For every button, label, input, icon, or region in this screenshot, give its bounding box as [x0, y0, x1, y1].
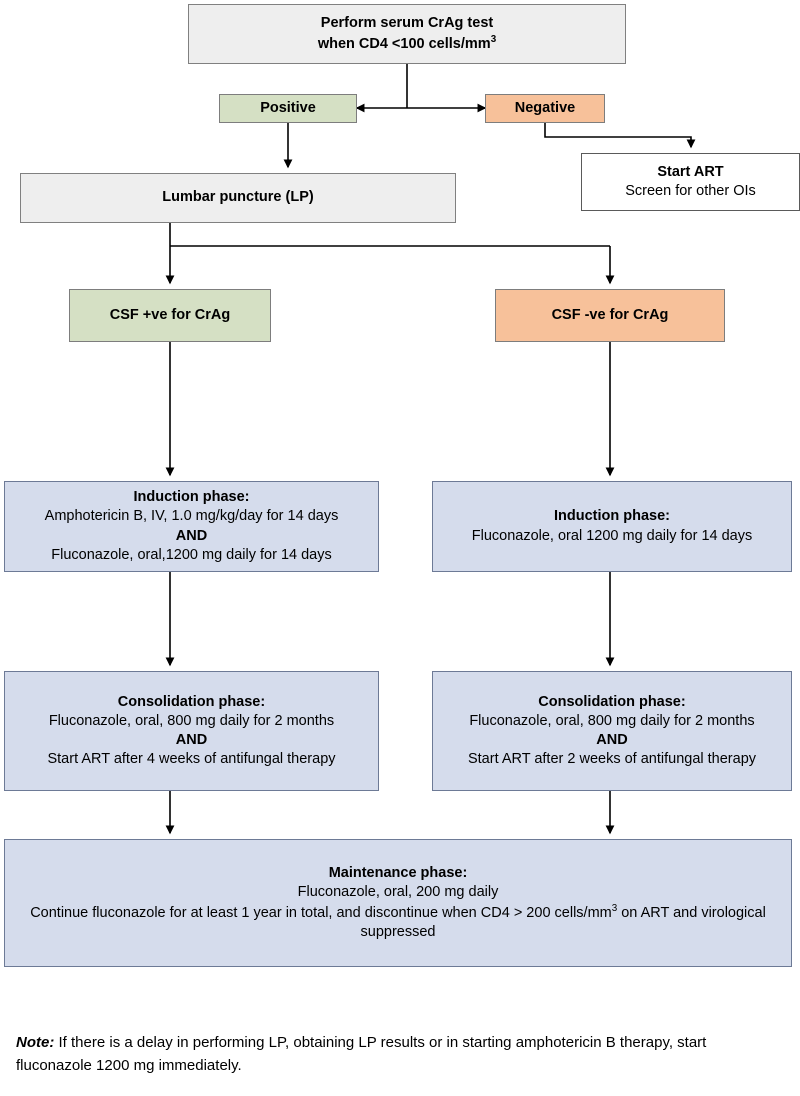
footnote-text: If there is a delay in performing LP, obtaining LP results or in starting amphotericin B therapy, start fluconazole 1200 mg immediately.	[16, 1034, 707, 1074]
node-induction-phase-right	[432, 481, 792, 572]
node-line: Consolidation phase:	[117, 693, 266, 710]
footnote	[16, 1032, 786, 1077]
footnote-label: Note:	[16, 1034, 55, 1051]
node-line: Negative	[514, 99, 576, 116]
node-line: Maintenance phase:	[328, 864, 468, 881]
node-line: Positive	[260, 99, 316, 116]
node-line: Continue fluconazole for at least 1 year in total, and discontinue when CD4 > 200 cells/$mm^3$ on ART and virological suppressed	[30, 903, 766, 941]
node-line: Screen for other OIs	[625, 183, 756, 199]
node-consolidation-phase-left	[4, 671, 379, 791]
node-maintenance-phase	[4, 839, 792, 967]
node-line: Fluconazole, oral,1200 mg daily for 14 days	[51, 546, 332, 563]
node-induction-phase-left	[4, 481, 379, 572]
node-line: Fluconazole, oral, 800 mg daily for 2 months	[48, 712, 335, 729]
node-line: Lumbar puncture (LP)	[162, 189, 314, 206]
node-line: when CD4 <100 cells/$mm^3$	[317, 34, 497, 52]
node-line: CSF +ve for CrAg	[109, 306, 231, 323]
node-line: Perform serum CrAg test	[320, 14, 494, 31]
node-line: AND	[175, 527, 208, 544]
node-positive	[219, 94, 357, 123]
node-line: Start ART after 2 weeks of antifungal therapy	[467, 751, 757, 768]
node-serum-crag-test	[188, 4, 626, 64]
node-lumbar-puncture	[20, 173, 456, 223]
node-csf-positive-crag	[69, 289, 271, 342]
node-line: AND	[596, 732, 628, 748]
node-line: Induction phase:	[554, 508, 670, 525]
node-csf-negative-crag	[495, 289, 725, 342]
node-line: AND	[175, 732, 208, 748]
node-line: Fluconazole, oral 1200 mg daily for 14 days	[471, 527, 753, 544]
node-start-art	[581, 153, 800, 211]
node-line: Fluconazole, oral, 800 mg daily for 2 months	[469, 712, 755, 729]
node-line: CSF -ve for CrAg	[551, 306, 669, 323]
node-negative	[485, 94, 605, 123]
node-line: Fluconazole, oral, 200 mg daily	[297, 883, 499, 900]
node-line: Consolidation phase:	[538, 693, 686, 710]
node-line: Start ART after 4 weeks of antifungal therapy	[47, 751, 336, 768]
node-line: Induction phase:	[133, 489, 250, 506]
node-line: Amphotericin B, IV, 1.0 mg/kg/day for 14 days	[44, 508, 339, 525]
node-line: Start ART	[657, 163, 724, 180]
node-consolidation-phase-right	[432, 671, 792, 791]
